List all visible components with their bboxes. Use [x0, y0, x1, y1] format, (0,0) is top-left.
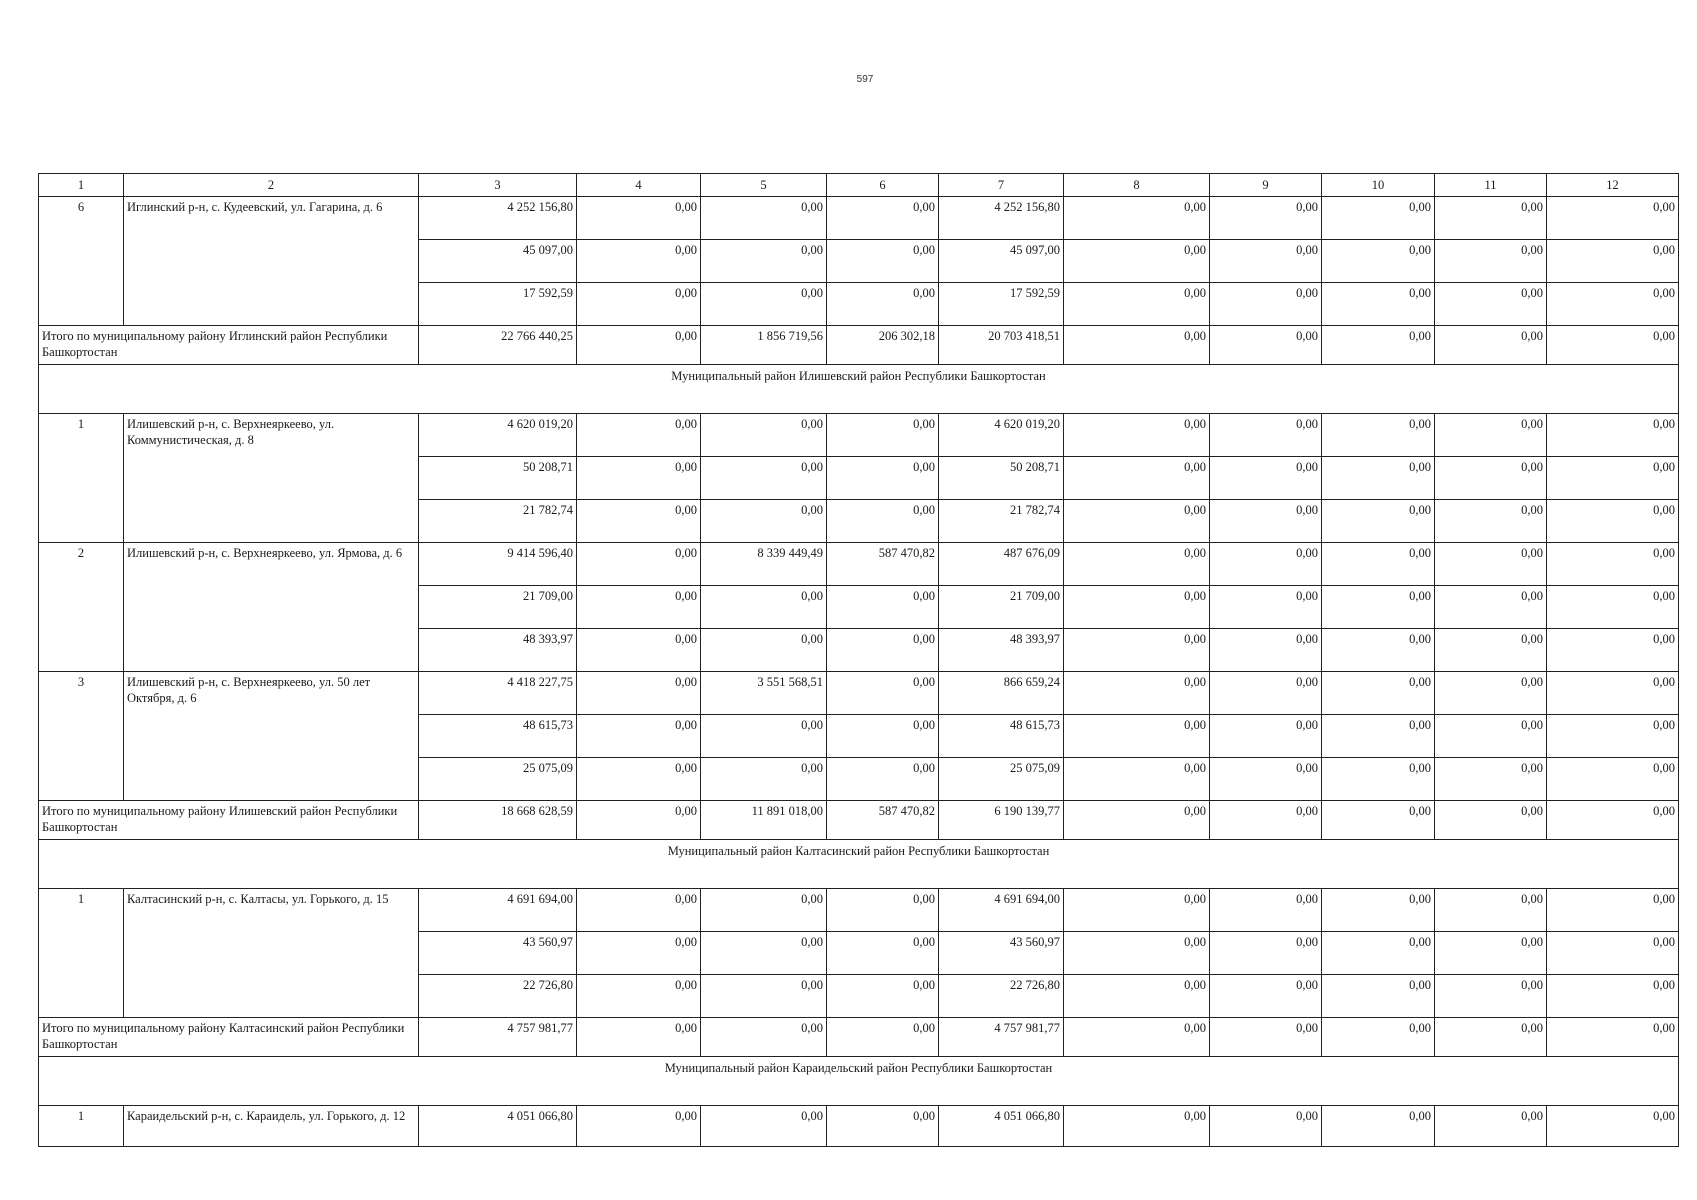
total-cell-col-4: 0,00	[577, 801, 701, 840]
value-cell-col-10: 0,00	[1322, 543, 1435, 586]
column-number-6: 6	[827, 174, 939, 197]
total-cell-col-6: 206 302,18	[827, 326, 939, 365]
value-cell-col-6: 0,00	[827, 932, 939, 975]
value-cell-col-3: 21 709,00	[419, 586, 577, 629]
total-cell-col-11: 0,00	[1435, 801, 1547, 840]
entry-number: 1	[39, 889, 124, 1018]
value-cell-col-6: 0,00	[827, 414, 939, 457]
total-cell-col-4: 0,00	[577, 1018, 701, 1057]
value-cell-col-12: 0,00	[1547, 240, 1679, 283]
value-cell-col-7: 22 726,80	[939, 975, 1064, 1018]
value-cell-col-10: 0,00	[1322, 629, 1435, 672]
column-number-2: 2	[124, 174, 419, 197]
value-cell-col-4: 0,00	[577, 715, 701, 758]
value-cell-col-5: 0,00	[701, 629, 827, 672]
value-cell-col-7: 17 592,59	[939, 283, 1064, 326]
value-cell-col-8: 0,00	[1064, 629, 1210, 672]
value-cell-col-6: 0,00	[827, 500, 939, 543]
value-cell-col-4: 0,00	[577, 758, 701, 801]
table-row	[39, 1106, 1679, 1147]
value-cell-col-5: 0,00	[701, 758, 827, 801]
value-cell-col-9: 0,00	[1210, 758, 1322, 801]
value-cell-col-11: 0,00	[1435, 1106, 1547, 1147]
value-cell-col-5: 0,00	[701, 1106, 827, 1147]
value-cell-col-7: 43 560,97	[939, 932, 1064, 975]
value-cell-col-12: 0,00	[1547, 889, 1679, 932]
value-cell-col-7: 4 252 156,80	[939, 197, 1064, 240]
column-number-10: 10	[1322, 174, 1435, 197]
value-cell-col-11: 0,00	[1435, 457, 1547, 500]
value-cell-col-9: 0,00	[1210, 457, 1322, 500]
value-cell-col-9: 0,00	[1210, 1106, 1322, 1147]
table-row	[39, 543, 1679, 586]
district-section-title: Муниципальный район Караидельский район Республики Башкортостан	[39, 1057, 1679, 1106]
value-cell-col-7: 25 075,09	[939, 758, 1064, 801]
value-cell-col-4: 0,00	[577, 586, 701, 629]
entry-address: Илишевский р-н, с. Верхнеяркеево, ул. Ярмова, д. 6	[124, 543, 419, 672]
value-cell-col-8: 0,00	[1064, 543, 1210, 586]
entry-number: 1	[39, 414, 124, 543]
total-cell-col-5: 11 891 018,00	[701, 801, 827, 840]
value-cell-col-5: 0,00	[701, 586, 827, 629]
value-cell-col-3: 4 620 019,20	[419, 414, 577, 457]
total-cell-col-10: 0,00	[1322, 326, 1435, 365]
value-cell-col-9: 0,00	[1210, 586, 1322, 629]
value-cell-col-3: 4 252 156,80	[419, 197, 577, 240]
column-number-5: 5	[701, 174, 827, 197]
value-cell-col-11: 0,00	[1435, 629, 1547, 672]
value-cell-col-5: 0,00	[701, 457, 827, 500]
value-cell-col-7: 21 782,74	[939, 500, 1064, 543]
value-cell-col-12: 0,00	[1547, 975, 1679, 1018]
total-cell-col-9: 0,00	[1210, 326, 1322, 365]
value-cell-col-11: 0,00	[1435, 414, 1547, 457]
total-cell-col-12: 0,00	[1547, 801, 1679, 840]
total-cell-col-3: 22 766 440,25	[419, 326, 577, 365]
value-cell-col-4: 0,00	[577, 240, 701, 283]
value-cell-col-6: 0,00	[827, 758, 939, 801]
value-cell-col-8: 0,00	[1064, 715, 1210, 758]
district-total-label: Итого по муниципальному району Илишевский район Республики Башкортостан	[39, 801, 419, 840]
value-cell-col-8: 0,00	[1064, 414, 1210, 457]
value-cell-col-4: 0,00	[577, 672, 701, 715]
total-cell-col-5: 1 856 719,56	[701, 326, 827, 365]
district-total-label: Итого по муниципальному району Калтасинский район Республики Башкортостан	[39, 1018, 419, 1057]
value-cell-col-12: 0,00	[1547, 543, 1679, 586]
value-cell-col-6: 0,00	[827, 629, 939, 672]
table-row	[39, 672, 1679, 715]
value-cell-col-12: 0,00	[1547, 457, 1679, 500]
value-cell-col-4: 0,00	[577, 629, 701, 672]
value-cell-col-5: 0,00	[701, 932, 827, 975]
value-cell-col-12: 0,00	[1547, 758, 1679, 801]
value-cell-col-10: 0,00	[1322, 889, 1435, 932]
value-cell-col-3: 43 560,97	[419, 932, 577, 975]
value-cell-col-12: 0,00	[1547, 500, 1679, 543]
value-cell-col-4: 0,00	[577, 1106, 701, 1147]
register-table-body	[39, 174, 1679, 1147]
value-cell-col-12: 0,00	[1547, 283, 1679, 326]
total-cell-col-8: 0,00	[1064, 326, 1210, 365]
total-cell-col-12: 0,00	[1547, 326, 1679, 365]
value-cell-col-11: 0,00	[1435, 586, 1547, 629]
value-cell-col-3: 9 414 596,40	[419, 543, 577, 586]
value-cell-col-7: 21 709,00	[939, 586, 1064, 629]
value-cell-col-9: 0,00	[1210, 240, 1322, 283]
value-cell-col-7: 48 393,97	[939, 629, 1064, 672]
column-number-11: 11	[1435, 174, 1547, 197]
value-cell-col-8: 0,00	[1064, 500, 1210, 543]
value-cell-col-3: 45 097,00	[419, 240, 577, 283]
value-cell-col-8: 0,00	[1064, 932, 1210, 975]
total-cell-col-10: 0,00	[1322, 801, 1435, 840]
entry-number: 6	[39, 197, 124, 326]
value-cell-col-11: 0,00	[1435, 197, 1547, 240]
value-cell-col-10: 0,00	[1322, 586, 1435, 629]
value-cell-col-6: 0,00	[827, 889, 939, 932]
column-number-1: 1	[39, 174, 124, 197]
total-cell-col-9: 0,00	[1210, 801, 1322, 840]
value-cell-col-8: 0,00	[1064, 586, 1210, 629]
value-cell-col-5: 0,00	[701, 715, 827, 758]
total-cell-col-3: 4 757 981,77	[419, 1018, 577, 1057]
value-cell-col-8: 0,00	[1064, 975, 1210, 1018]
value-cell-col-5: 0,00	[701, 240, 827, 283]
total-cell-col-9: 0,00	[1210, 1018, 1322, 1057]
value-cell-col-9: 0,00	[1210, 543, 1322, 586]
district-total-row	[39, 1018, 1679, 1057]
value-cell-col-7: 50 208,71	[939, 457, 1064, 500]
value-cell-col-12: 0,00	[1547, 672, 1679, 715]
value-cell-col-3: 4 051 066,80	[419, 1106, 577, 1147]
value-cell-col-7: 4 051 066,80	[939, 1106, 1064, 1147]
value-cell-col-7: 487 676,09	[939, 543, 1064, 586]
value-cell-col-12: 0,00	[1547, 1106, 1679, 1147]
value-cell-col-10: 0,00	[1322, 414, 1435, 457]
value-cell-col-7: 4 620 019,20	[939, 414, 1064, 457]
value-cell-col-8: 0,00	[1064, 197, 1210, 240]
value-cell-col-9: 0,00	[1210, 975, 1322, 1018]
value-cell-col-4: 0,00	[577, 500, 701, 543]
value-cell-col-6: 0,00	[827, 586, 939, 629]
total-cell-col-7: 4 757 981,77	[939, 1018, 1064, 1057]
value-cell-col-3: 17 592,59	[419, 283, 577, 326]
value-cell-col-3: 50 208,71	[419, 457, 577, 500]
entry-address: Калтасинский р-н, с. Калтасы, ул. Горького, д. 15	[124, 889, 419, 1018]
value-cell-col-6: 0,00	[827, 197, 939, 240]
total-cell-col-8: 0,00	[1064, 1018, 1210, 1057]
district-section-title: Муниципальный район Илишевский район Республики Башкортостан	[39, 365, 1679, 414]
value-cell-col-10: 0,00	[1322, 457, 1435, 500]
value-cell-col-11: 0,00	[1435, 932, 1547, 975]
value-cell-col-10: 0,00	[1322, 758, 1435, 801]
value-cell-col-6: 0,00	[827, 715, 939, 758]
value-cell-col-4: 0,00	[577, 457, 701, 500]
column-number-4: 4	[577, 174, 701, 197]
value-cell-col-6: 0,00	[827, 240, 939, 283]
value-cell-col-3: 21 782,74	[419, 500, 577, 543]
value-cell-col-9: 0,00	[1210, 283, 1322, 326]
value-cell-col-9: 0,00	[1210, 197, 1322, 240]
value-cell-col-12: 0,00	[1547, 414, 1679, 457]
value-cell-col-12: 0,00	[1547, 932, 1679, 975]
value-cell-col-4: 0,00	[577, 197, 701, 240]
value-cell-col-4: 0,00	[577, 889, 701, 932]
value-cell-col-5: 0,00	[701, 975, 827, 1018]
value-cell-col-5: 0,00	[701, 500, 827, 543]
entry-address: Илишевский р-н, с. Верхнеяркеево, ул. 50 лет Октября, д. 6	[124, 672, 419, 801]
district-section-row	[39, 840, 1679, 889]
value-cell-col-12: 0,00	[1547, 586, 1679, 629]
value-cell-col-11: 0,00	[1435, 715, 1547, 758]
value-cell-col-8: 0,00	[1064, 240, 1210, 283]
value-cell-col-10: 0,00	[1322, 932, 1435, 975]
value-cell-col-7: 866 659,24	[939, 672, 1064, 715]
value-cell-col-4: 0,00	[577, 414, 701, 457]
entry-number: 2	[39, 543, 124, 672]
value-cell-col-8: 0,00	[1064, 283, 1210, 326]
value-cell-col-6: 0,00	[827, 1106, 939, 1147]
district-section-row	[39, 1057, 1679, 1106]
district-section-title: Муниципальный район Калтасинский район Республики Башкортостан	[39, 840, 1679, 889]
value-cell-col-10: 0,00	[1322, 672, 1435, 715]
value-cell-col-9: 0,00	[1210, 672, 1322, 715]
value-cell-col-9: 0,00	[1210, 500, 1322, 543]
value-cell-col-10: 0,00	[1322, 975, 1435, 1018]
total-cell-col-3: 18 668 628,59	[419, 801, 577, 840]
value-cell-col-5: 0,00	[701, 414, 827, 457]
value-cell-col-5: 3 551 568,51	[701, 672, 827, 715]
entry-number: 3	[39, 672, 124, 801]
value-cell-col-8: 0,00	[1064, 457, 1210, 500]
value-cell-col-9: 0,00	[1210, 932, 1322, 975]
district-total-label: Итого по муниципальному району Иглинский район Республики Башкортостан	[39, 326, 419, 365]
value-cell-col-3: 25 075,09	[419, 758, 577, 801]
value-cell-col-9: 0,00	[1210, 629, 1322, 672]
value-cell-col-6: 0,00	[827, 457, 939, 500]
entry-address: Илишевский р-н, с. Верхнеяркеево, ул. Коммунистическая, д. 8	[124, 414, 419, 543]
total-cell-col-5: 0,00	[701, 1018, 827, 1057]
page-number: 597	[856, 74, 874, 85]
value-cell-col-11: 0,00	[1435, 240, 1547, 283]
value-cell-col-10: 0,00	[1322, 500, 1435, 543]
value-cell-col-11: 0,00	[1435, 758, 1547, 801]
total-cell-col-7: 6 190 139,77	[939, 801, 1064, 840]
entry-number: 1	[39, 1106, 124, 1147]
value-cell-col-11: 0,00	[1435, 889, 1547, 932]
value-cell-col-3: 4 418 227,75	[419, 672, 577, 715]
value-cell-col-3: 48 615,73	[419, 715, 577, 758]
value-cell-col-4: 0,00	[577, 283, 701, 326]
table-row	[39, 414, 1679, 457]
total-cell-col-11: 0,00	[1435, 326, 1547, 365]
total-cell-col-11: 0,00	[1435, 1018, 1547, 1057]
value-cell-col-4: 0,00	[577, 975, 701, 1018]
value-cell-col-11: 0,00	[1435, 500, 1547, 543]
value-cell-col-9: 0,00	[1210, 414, 1322, 457]
total-cell-col-4: 0,00	[577, 326, 701, 365]
total-cell-col-7: 20 703 418,51	[939, 326, 1064, 365]
district-total-row	[39, 801, 1679, 840]
total-cell-col-8: 0,00	[1064, 801, 1210, 840]
value-cell-col-11: 0,00	[1435, 283, 1547, 326]
entry-address: Иглинский р-н, с. Кудеевский, ул. Гагарина, д. 6	[124, 197, 419, 326]
value-cell-col-4: 0,00	[577, 543, 701, 586]
total-cell-col-6: 587 470,82	[827, 801, 939, 840]
value-cell-col-10: 0,00	[1322, 240, 1435, 283]
value-cell-col-11: 0,00	[1435, 672, 1547, 715]
value-cell-col-5: 8 339 449,49	[701, 543, 827, 586]
value-cell-col-6: 0,00	[827, 283, 939, 326]
value-cell-col-12: 0,00	[1547, 715, 1679, 758]
table-row	[39, 197, 1679, 240]
value-cell-col-7: 48 615,73	[939, 715, 1064, 758]
value-cell-col-7: 4 691 694,00	[939, 889, 1064, 932]
value-cell-col-5: 0,00	[701, 197, 827, 240]
value-cell-col-10: 0,00	[1322, 1106, 1435, 1147]
value-cell-col-6: 0,00	[827, 975, 939, 1018]
value-cell-col-4: 0,00	[577, 932, 701, 975]
value-cell-col-8: 0,00	[1064, 1106, 1210, 1147]
column-number-12: 12	[1547, 174, 1679, 197]
total-cell-col-10: 0,00	[1322, 1018, 1435, 1057]
column-number-header	[39, 174, 1679, 197]
value-cell-col-8: 0,00	[1064, 672, 1210, 715]
value-cell-col-10: 0,00	[1322, 197, 1435, 240]
value-cell-col-9: 0,00	[1210, 889, 1322, 932]
column-number-8: 8	[1064, 174, 1210, 197]
column-number-7: 7	[939, 174, 1064, 197]
value-cell-col-6: 587 470,82	[827, 543, 939, 586]
register-table	[38, 173, 1679, 1147]
value-cell-col-3: 4 691 694,00	[419, 889, 577, 932]
column-number-3: 3	[419, 174, 577, 197]
value-cell-col-10: 0,00	[1322, 283, 1435, 326]
total-cell-col-12: 0,00	[1547, 1018, 1679, 1057]
value-cell-col-8: 0,00	[1064, 889, 1210, 932]
total-cell-col-6: 0,00	[827, 1018, 939, 1057]
value-cell-col-9: 0,00	[1210, 715, 1322, 758]
district-total-row	[39, 326, 1679, 365]
value-cell-col-10: 0,00	[1322, 715, 1435, 758]
value-cell-col-3: 22 726,80	[419, 975, 577, 1018]
value-cell-col-5: 0,00	[701, 889, 827, 932]
district-section-row	[39, 365, 1679, 414]
value-cell-col-7: 45 097,00	[939, 240, 1064, 283]
entry-address: Караидельский р-н, с. Караидель, ул. Горького, д. 12	[124, 1106, 419, 1147]
value-cell-col-5: 0,00	[701, 283, 827, 326]
table-row	[39, 889, 1679, 932]
value-cell-col-11: 0,00	[1435, 975, 1547, 1018]
value-cell-col-12: 0,00	[1547, 197, 1679, 240]
column-number-9: 9	[1210, 174, 1322, 197]
value-cell-col-12: 0,00	[1547, 629, 1679, 672]
value-cell-col-6: 0,00	[827, 672, 939, 715]
value-cell-col-3: 48 393,97	[419, 629, 577, 672]
value-cell-col-11: 0,00	[1435, 543, 1547, 586]
value-cell-col-8: 0,00	[1064, 758, 1210, 801]
